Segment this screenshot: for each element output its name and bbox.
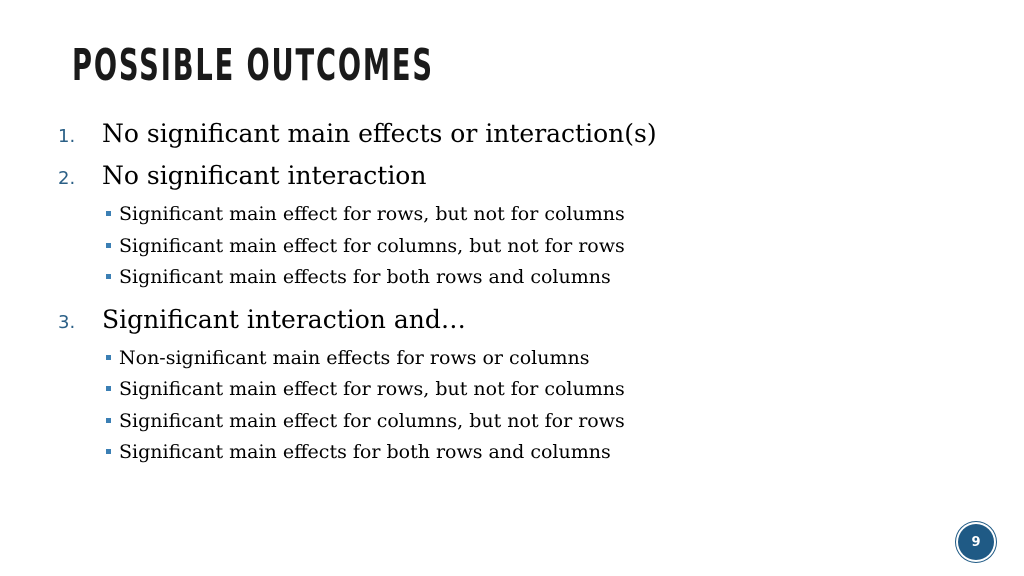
- sublist-2: [106, 199, 978, 294]
- item-text: Significant interaction and…: [102, 304, 466, 334]
- sub-item: [106, 374, 978, 406]
- list-item-3: [58, 302, 978, 338]
- sub-item: [106, 343, 978, 375]
- sub-item-text: Significant main effect for columns, but not for rows: [119, 409, 625, 432]
- slide-title: POSSIBLE OUTCOMES: [72, 40, 434, 91]
- square-bullet-icon: [106, 274, 111, 279]
- square-bullet-icon: [106, 418, 111, 423]
- sub-item: [106, 406, 978, 438]
- sub-item: [106, 231, 978, 263]
- list-item-1: [58, 116, 978, 152]
- square-bullet-icon: [106, 449, 111, 454]
- item-number: 1.: [58, 126, 76, 147]
- sub-item: [106, 262, 978, 294]
- list-item-2: [58, 158, 978, 194]
- item-text: No significant interaction: [102, 161, 427, 190]
- square-bullet-icon: [106, 211, 111, 216]
- sub-item-text: Significant main effects for both rows and columns: [119, 441, 611, 463]
- page-number-badge: 9: [958, 524, 994, 560]
- square-bullet-icon: [106, 243, 111, 248]
- sub-item-text: Significant main effect for columns, but not for rows: [119, 234, 625, 257]
- outline-list: [58, 116, 978, 469]
- sub-item-text: Non-significant main effects for rows or columns: [119, 346, 590, 369]
- sub-item: [106, 199, 978, 231]
- sub-item-text: Significant main effect for rows, but not for columns: [119, 378, 625, 400]
- square-bullet-icon: [106, 386, 111, 391]
- square-bullet-icon: [106, 355, 111, 360]
- sub-item-text: Significant main effect for rows, but not for columns: [119, 203, 625, 225]
- item-text: No significant main effects or interaction(s): [102, 119, 657, 148]
- sub-item-text: Significant main effects for both rows and columns: [119, 266, 611, 288]
- sublist-3: [106, 343, 978, 469]
- sub-item: [106, 437, 978, 469]
- item-number: 3.: [58, 311, 76, 333]
- item-number: 2.: [58, 168, 76, 189]
